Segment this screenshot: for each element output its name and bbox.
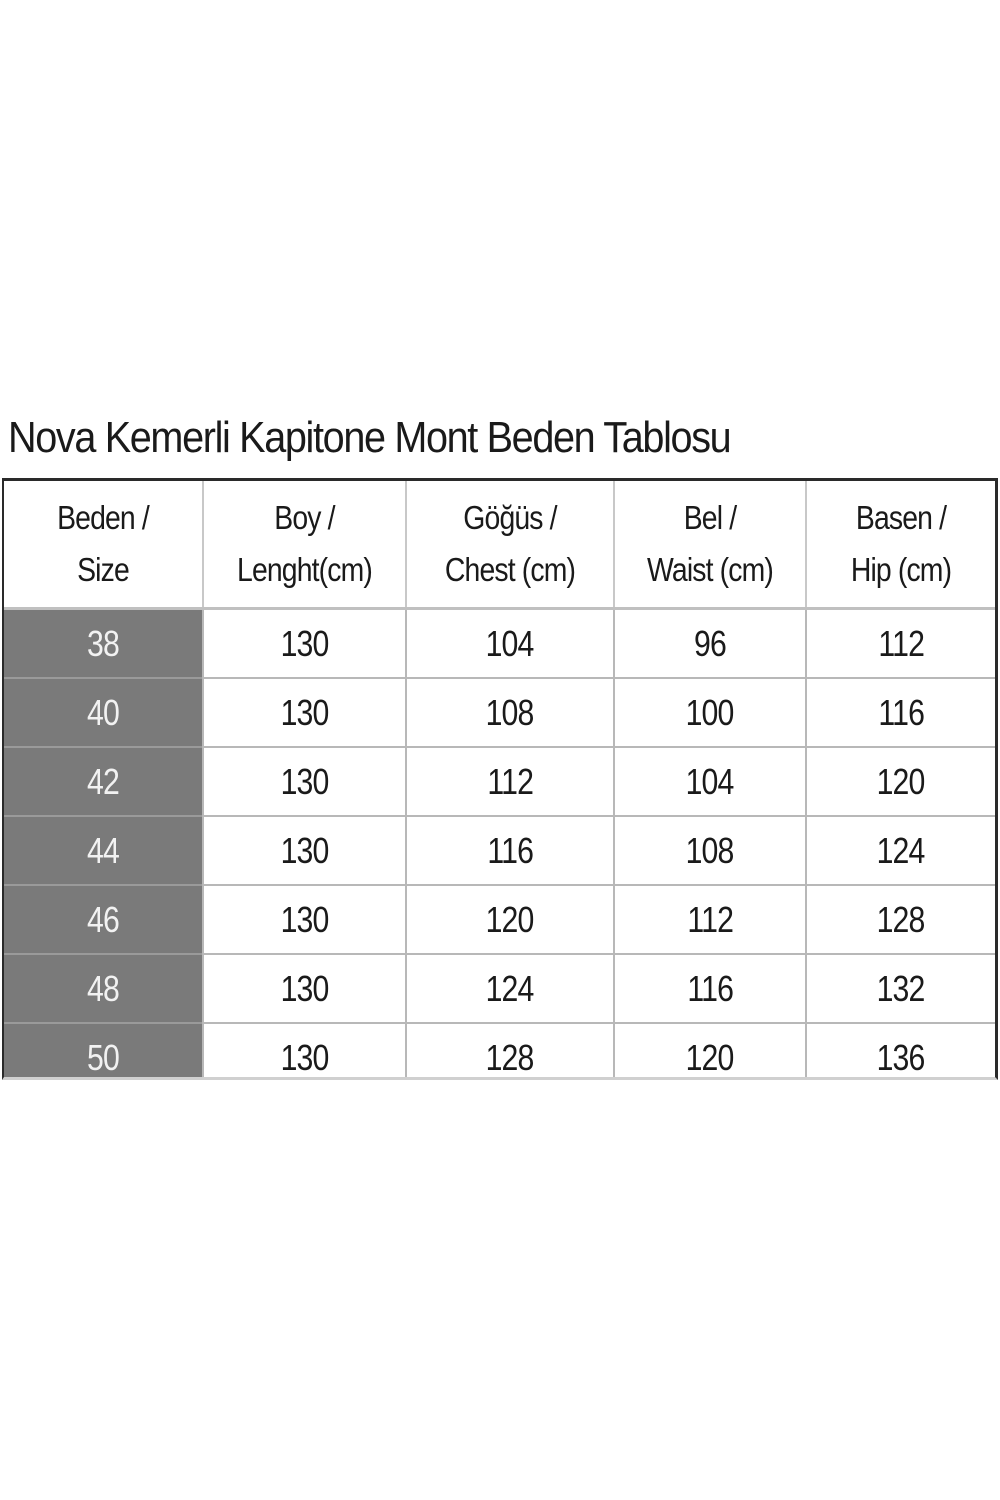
table-row: [4, 747, 995, 816]
cell-chest: 116: [406, 816, 614, 885]
cell-length: 130: [203, 816, 406, 885]
cell-waist: 96: [614, 609, 806, 679]
cell-size: 44: [4, 816, 203, 885]
cell-hip: 136: [806, 1023, 995, 1080]
cell-chest: 120: [406, 885, 614, 954]
cell-size: 50: [4, 1023, 203, 1080]
cell-waist: 104: [614, 747, 806, 816]
cell-size: 42: [4, 747, 203, 816]
cell-length: 130: [203, 1023, 406, 1080]
size-chart-table: [2, 478, 998, 1080]
header-chest: Göğüs / Chest (cm): [406, 481, 614, 609]
cell-hip: 128: [806, 885, 995, 954]
cell-hip: 112: [806, 609, 995, 679]
cell-hip: 132: [806, 954, 995, 1023]
header-waist: Bel / Waist (cm): [614, 481, 806, 609]
table-header-row: [4, 481, 995, 609]
cell-chest: 112: [406, 747, 614, 816]
table-row: [4, 816, 995, 885]
cell-size: 38: [4, 609, 203, 679]
cell-waist: 120: [614, 1023, 806, 1080]
cell-length: 130: [203, 954, 406, 1023]
table-row: [4, 954, 995, 1023]
cell-waist: 100: [614, 678, 806, 747]
cell-chest: 108: [406, 678, 614, 747]
cell-size: 40: [4, 678, 203, 747]
table-row: [4, 885, 995, 954]
cell-length: 130: [203, 609, 406, 679]
header-hip: Basen / Hip (cm): [806, 481, 995, 609]
header-size: Beden / Size: [4, 481, 203, 609]
cell-waist: 116: [614, 954, 806, 1023]
cell-length: 130: [203, 747, 406, 816]
cell-waist: 108: [614, 816, 806, 885]
cell-hip: 116: [806, 678, 995, 747]
cell-hip: 124: [806, 816, 995, 885]
cell-size: 48: [4, 954, 203, 1023]
cell-size: 46: [4, 885, 203, 954]
cell-waist: 112: [614, 885, 806, 954]
cell-hip: 120: [806, 747, 995, 816]
page-title: Nova Kemerli Kapitone Mont Beden Tablosu: [8, 413, 731, 462]
header-length: Boy / Lenght(cm): [203, 481, 406, 609]
cell-chest: 124: [406, 954, 614, 1023]
table-row: [4, 678, 995, 747]
table-row: [4, 1023, 995, 1080]
cell-length: 130: [203, 885, 406, 954]
cell-length: 130: [203, 678, 406, 747]
table-row: [4, 609, 995, 679]
cell-chest: 104: [406, 609, 614, 679]
cell-chest: 128: [406, 1023, 614, 1080]
